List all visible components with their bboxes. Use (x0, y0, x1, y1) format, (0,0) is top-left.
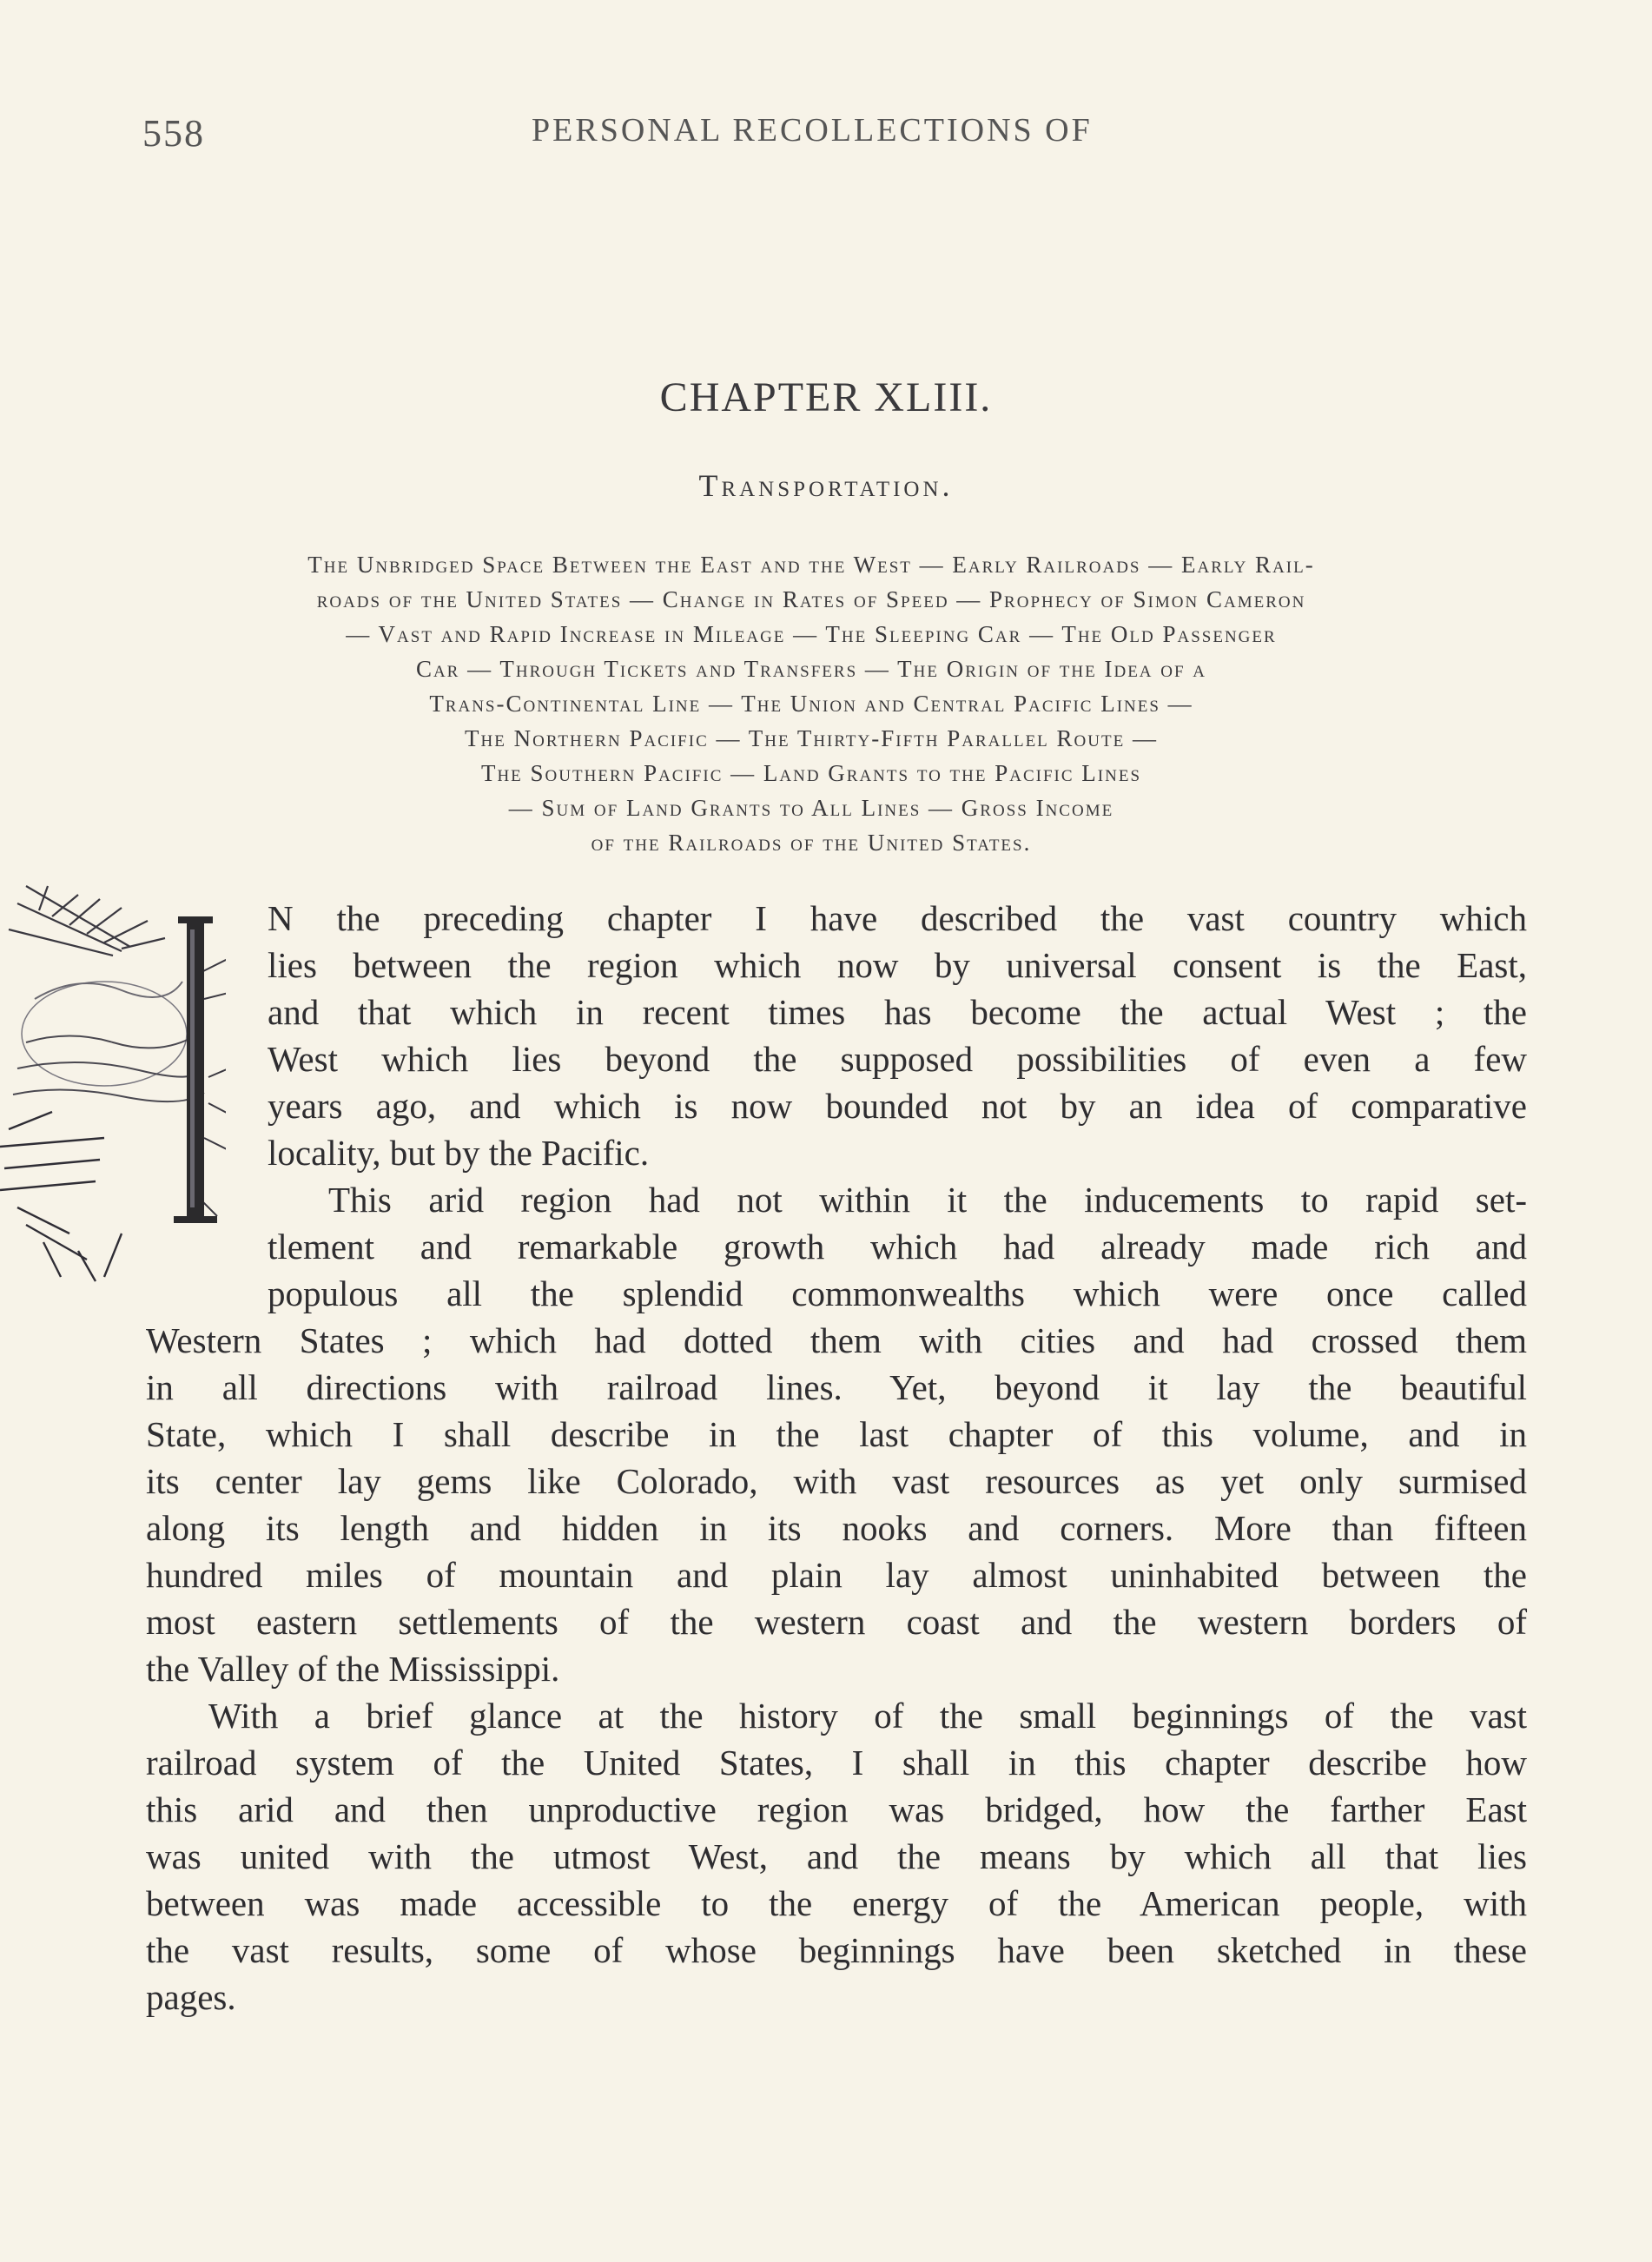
synopsis-line: — Sum of Land Grants to All Lines — Gross Income (508, 795, 1114, 821)
body-line: With a brief glance at the history of the small beginnings of the vast (208, 1696, 1527, 1736)
body-line: and that which in recent times has become the actual West ; the (268, 992, 1527, 1032)
body-line: State, which I shall describe in the last chapter of this volume, and in (146, 1414, 1527, 1454)
body-line: locality, but by the Pacific. (268, 1133, 650, 1173)
synopsis-line: — Vast and Rapid Increase in Mileage — The Sleeping Car — The Old Passenger (346, 621, 1277, 647)
chapter-title: Transportation. (698, 468, 954, 503)
body-line: this arid and then unproductive region was bridged, how the farther East (146, 1789, 1527, 1829)
body-line: West which lies beyond the supposed possibilities of even a few (268, 1039, 1527, 1079)
body-line: populous all the splendid commonwealths which were once called (268, 1273, 1527, 1313)
body-line: railroad system of the United States, I shall in this chapter describe how (146, 1743, 1527, 1782)
synopsis-line: The Southern Pacific — Land Grants to the Pacific Lines (480, 760, 1142, 786)
body-line: along its length and hidden in its nooks and corners. More than fifteen (146, 1508, 1527, 1548)
synopsis-line: The Unbridged Space Between the East and the West — Early Railroads — Early Rail- (307, 552, 1315, 578)
body-line: lies between the region which now by universal consent is the East, (268, 945, 1527, 985)
body-line: most eastern settlements of the western coast and the western borders of (146, 1602, 1527, 1642)
body-line: the vast results, some of whose beginnings have been sketched in these (146, 1930, 1527, 1970)
body-line: the Valley of the Mississippi. (146, 1649, 560, 1689)
body-line: N the preceding chapter I have described the vast country which (268, 898, 1527, 938)
chapter-number: CHAPTER XLIII. (659, 374, 993, 420)
body-line: hundred miles of mountain and plain lay almost uninhabited between the (146, 1555, 1527, 1595)
chapter-body (146, 895, 1527, 2021)
page-number: 558 (142, 112, 205, 155)
running-title: PERSONAL RECOLLECTIONS OF (532, 112, 1093, 149)
foliage-top (9, 886, 165, 956)
synopsis-line: Trans-Continental Line — The Union and Central Pacific Lines — (429, 691, 1193, 717)
body-line: years ago, and which is now bounded not by an idea of comparative (268, 1086, 1527, 1126)
synopsis-line: roads of the United States — Change in Rates of Speed — Prophecy of Simon Cameron (316, 586, 1306, 612)
synopsis-line: of the Railroads of the United States. (591, 830, 1032, 856)
body-line: in all directions with railroad lines. Yet, beyond it lay the beautiful (146, 1367, 1527, 1407)
body-line: Western States ; which had dotted them with cities and had crossed them (146, 1320, 1527, 1360)
foliage-left (0, 1112, 122, 1281)
running-head (139, 111, 1529, 163)
body-line: pages. (146, 1977, 236, 2017)
chapter-synopsis (142, 547, 1480, 860)
synopsis-line: Car — Through Tickets and Transfers — The Origin of the Idea of a (415, 656, 1207, 682)
body-line: This arid region had not within it the inducements to rapid set- (328, 1180, 1527, 1220)
body-line: was united with the utmost West, and the means by which all that lies (146, 1836, 1527, 1876)
body-line: between was made accessible to the energy of the American people, with (146, 1883, 1527, 1923)
body-line: tlement and remarkable growth which had already made rich and (268, 1227, 1527, 1267)
body-line: its center lay gems like Colorado, with vast resources as yet only surmised (146, 1461, 1527, 1501)
synopsis-line: The Northern Pacific — The Thirty-Fifth Parallel Route — (465, 725, 1158, 751)
